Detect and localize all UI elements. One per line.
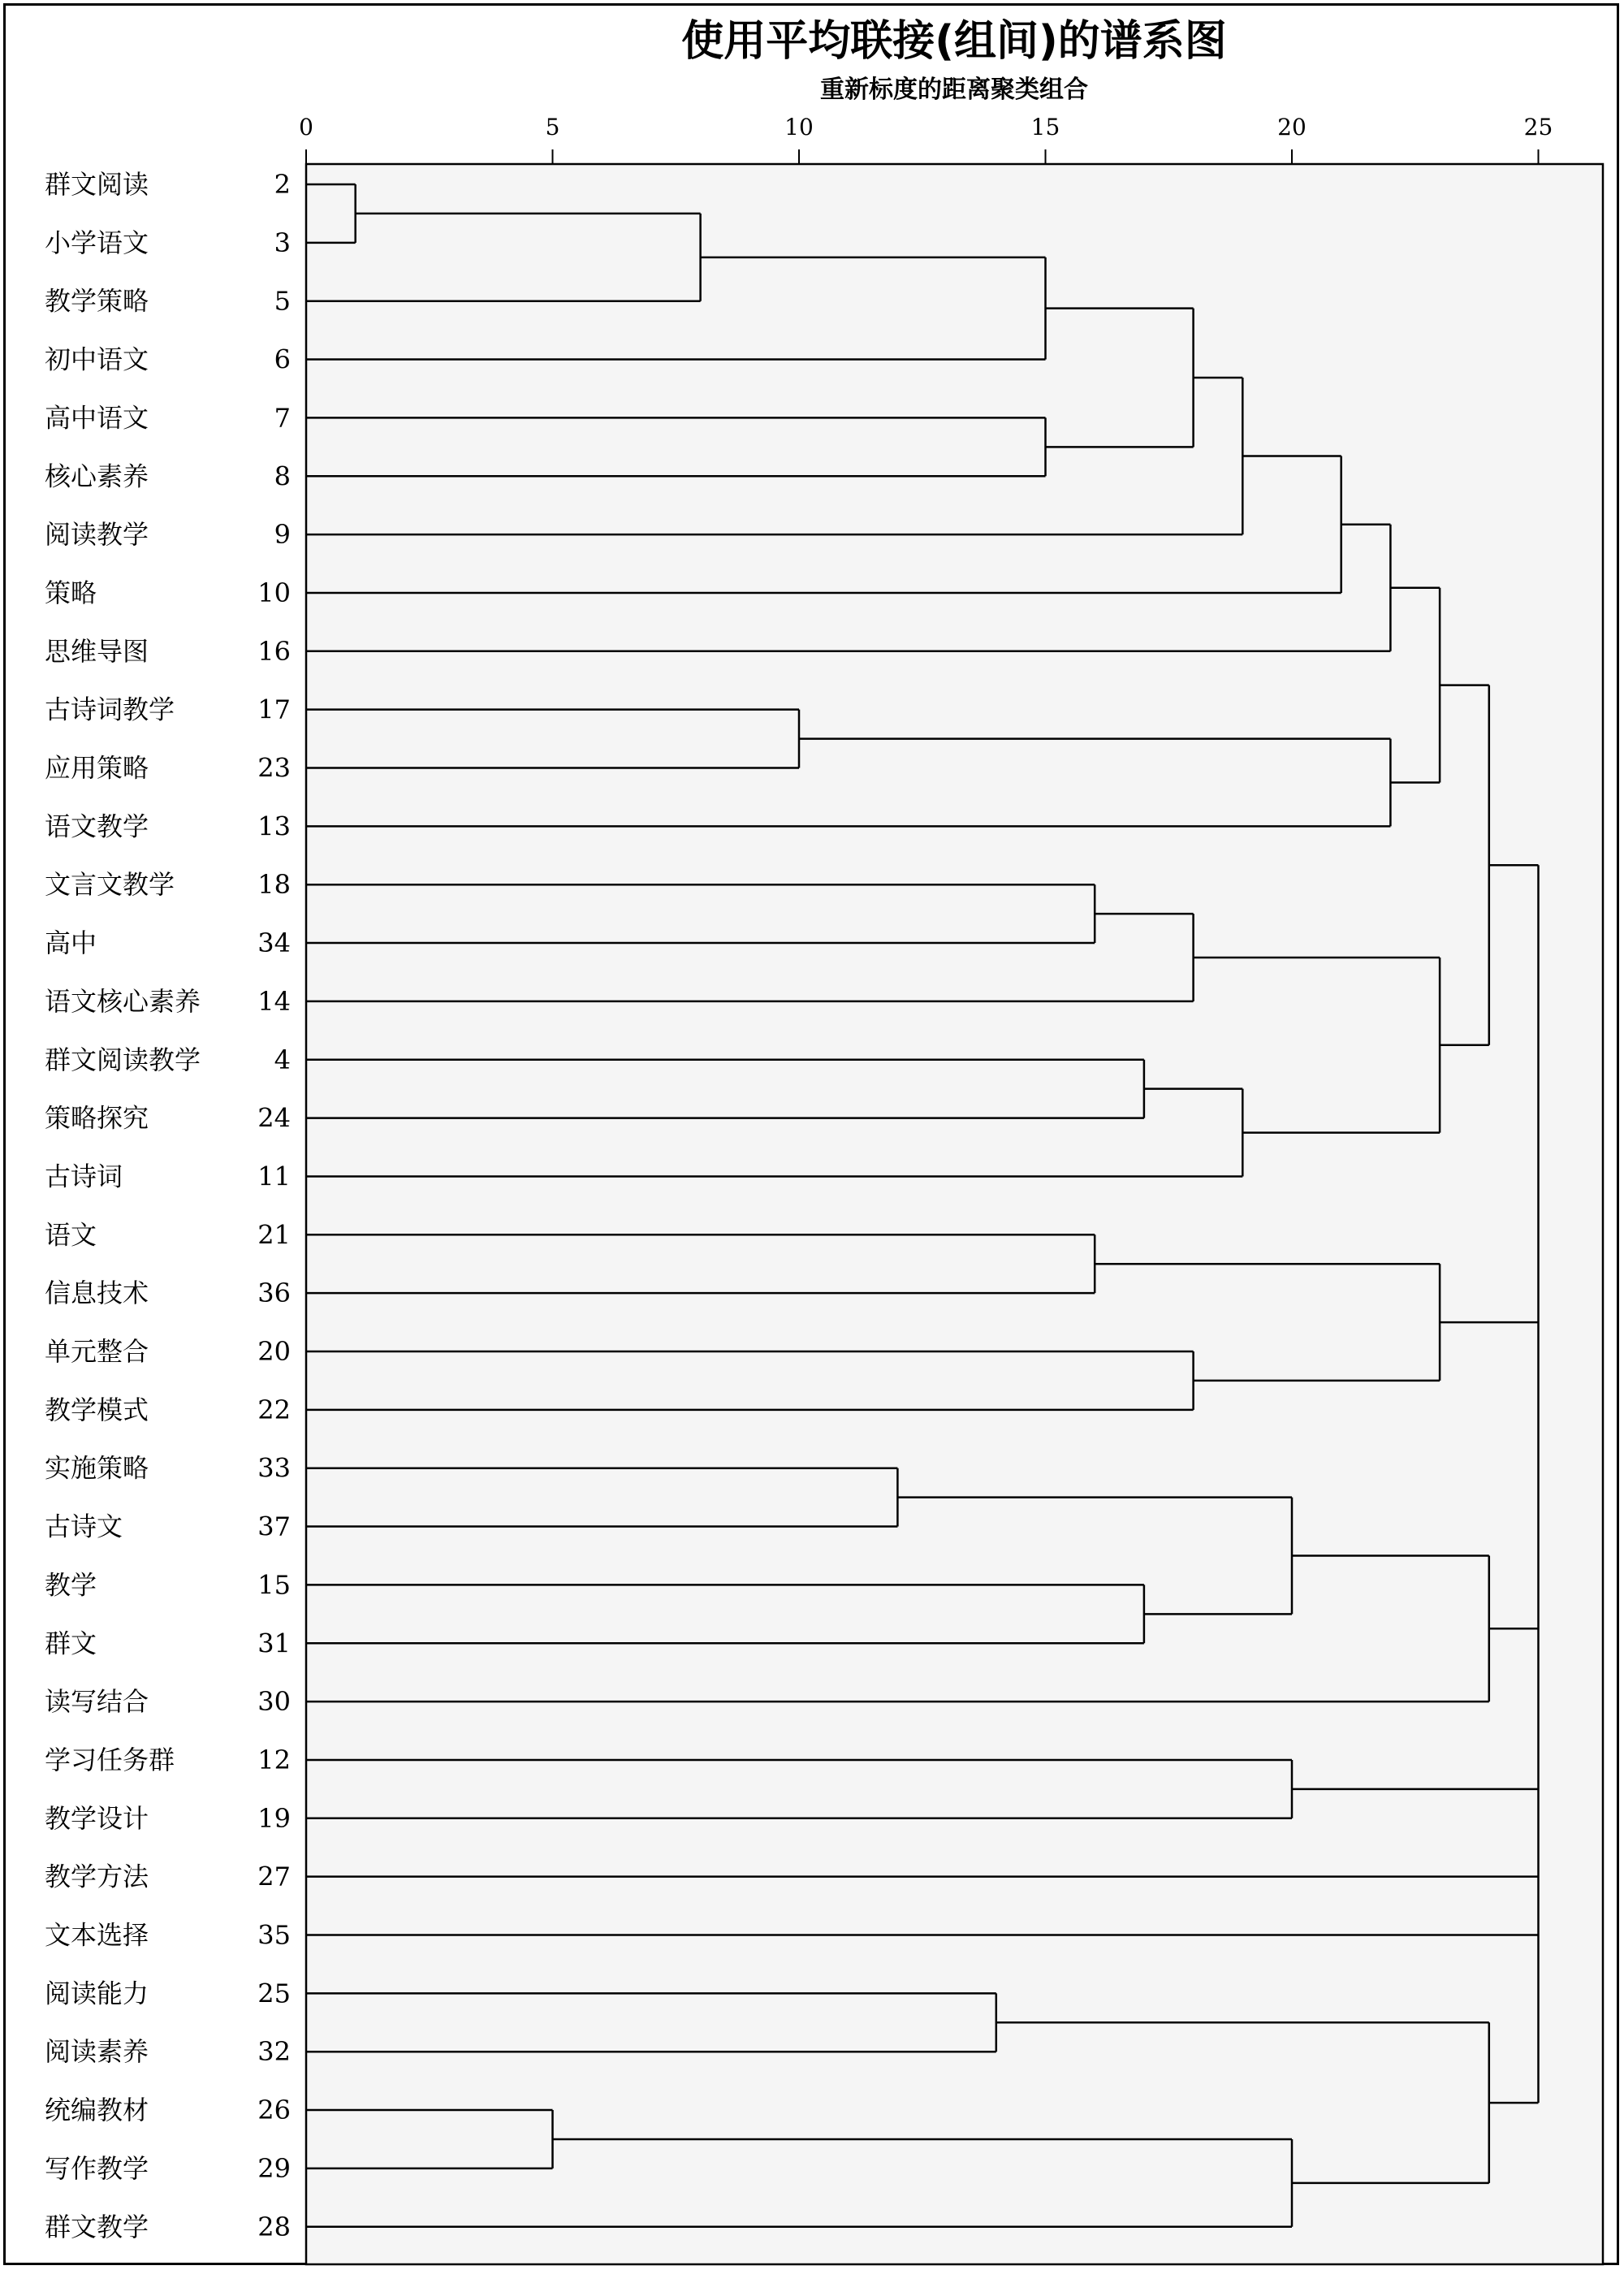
leaf-label: 读写结合 xyxy=(45,1686,149,1718)
leaf-label: 小学语文 xyxy=(45,227,149,258)
chart-title: 使用平均联接(组间)的谱系图 xyxy=(681,17,1227,66)
plot-area xyxy=(306,164,1603,2264)
leaf-label: 高中 xyxy=(45,927,97,959)
leaf-id: 37 xyxy=(257,1511,291,1542)
leaf-label: 学习任务群 xyxy=(45,1744,175,1775)
leaf-id: 36 xyxy=(257,1278,291,1309)
leaf-id: 11 xyxy=(257,1161,291,1192)
leaf-id: 33 xyxy=(257,1452,291,1484)
x-tick-label: 15 xyxy=(1030,114,1060,141)
leaf-label: 阅读能力 xyxy=(45,1978,149,2009)
leaf-id: 12 xyxy=(257,1744,291,1775)
leaf-id: 18 xyxy=(257,869,291,901)
leaf-id: 35 xyxy=(257,1919,291,1951)
x-tick-label: 20 xyxy=(1277,114,1307,141)
leaf-id: 2 xyxy=(274,169,291,200)
leaf-label: 文言文教学 xyxy=(45,869,175,901)
leaf-label: 教学策略 xyxy=(45,285,149,317)
leaf-id: 19 xyxy=(257,1802,291,1834)
x-tick-label: 0 xyxy=(299,114,313,141)
leaf-id: 28 xyxy=(257,2211,291,2242)
x-tick-label: 5 xyxy=(545,114,560,141)
leaf-id: 15 xyxy=(257,1569,291,1601)
leaf-labels xyxy=(45,169,291,2242)
leaf-label: 阅读教学 xyxy=(45,519,149,551)
leaf-id: 21 xyxy=(257,1219,291,1251)
leaf-id: 27 xyxy=(257,1861,291,1892)
leaf-id: 26 xyxy=(257,2095,291,2126)
leaf-label: 统编教材 xyxy=(45,2095,149,2126)
leaf-label: 写作教学 xyxy=(45,2152,149,2184)
leaf-id: 16 xyxy=(257,635,291,667)
leaf-label: 古诗词 xyxy=(45,1161,123,1192)
leaf-id: 10 xyxy=(257,577,291,608)
x-tick-label: 25 xyxy=(1523,114,1553,141)
leaf-id: 17 xyxy=(257,694,291,725)
leaf-label: 策略 xyxy=(45,577,97,608)
leaf-label: 高中语文 xyxy=(45,402,149,434)
leaf-label: 群文教学 xyxy=(45,2211,149,2242)
leaf-id: 24 xyxy=(257,1102,291,1134)
leaf-id: 6 xyxy=(274,344,291,375)
leaf-label: 群文阅读 xyxy=(45,169,149,200)
leaf-label: 核心素养 xyxy=(45,460,149,492)
leaf-label: 教学方法 xyxy=(45,1861,149,1892)
leaf-label: 古诗词教学 xyxy=(45,694,175,725)
leaf-label: 信息技术 xyxy=(45,1278,149,1309)
leaf-label: 思维导图 xyxy=(45,635,149,667)
leaf-id: 29 xyxy=(257,2152,291,2184)
leaf-label: 语文核心素养 xyxy=(45,985,201,1017)
leaf-label: 单元整合 xyxy=(45,1336,149,1367)
chart-subtitle: 重新标度的距离聚类组合 xyxy=(820,76,1088,104)
leaf-label: 教学 xyxy=(45,1569,97,1601)
leaf-label: 群文阅读教学 xyxy=(45,1044,201,1075)
leaf-id: 7 xyxy=(274,402,291,434)
leaf-label: 阅读素养 xyxy=(45,2036,149,2068)
leaf-id: 22 xyxy=(257,1394,291,1425)
leaf-id: 30 xyxy=(257,1686,291,1718)
leaf-label: 教学模式 xyxy=(45,1394,149,1425)
leaf-label: 初中语文 xyxy=(45,344,149,375)
leaf-id: 20 xyxy=(257,1336,291,1367)
leaf-label: 教学设计 xyxy=(45,1802,149,1834)
leaf-id: 13 xyxy=(257,811,291,842)
leaf-id: 9 xyxy=(274,519,291,551)
leaf-id: 8 xyxy=(274,460,291,492)
x-axis-ticks xyxy=(299,114,1553,164)
leaf-label: 应用策略 xyxy=(45,752,149,784)
leaf-id: 3 xyxy=(274,227,291,258)
leaf-label: 语文教学 xyxy=(45,811,149,842)
leaf-id: 4 xyxy=(274,1044,291,1075)
leaf-id: 32 xyxy=(257,2036,291,2068)
leaf-id: 23 xyxy=(257,752,291,784)
leaf-id: 25 xyxy=(257,1978,291,2009)
leaf-id: 31 xyxy=(257,1628,291,1659)
leaf-label: 群文 xyxy=(45,1628,97,1659)
x-tick-label: 10 xyxy=(784,114,814,141)
leaf-id: 34 xyxy=(257,927,291,959)
leaf-label: 实施策略 xyxy=(45,1452,149,1484)
leaf-id: 5 xyxy=(274,285,291,317)
leaf-id: 14 xyxy=(257,985,291,1017)
leaf-label: 策略探究 xyxy=(45,1102,149,1134)
leaf-label: 古诗文 xyxy=(45,1511,123,1542)
leaf-label: 语文 xyxy=(45,1219,97,1251)
leaf-label: 文本选择 xyxy=(45,1919,149,1951)
